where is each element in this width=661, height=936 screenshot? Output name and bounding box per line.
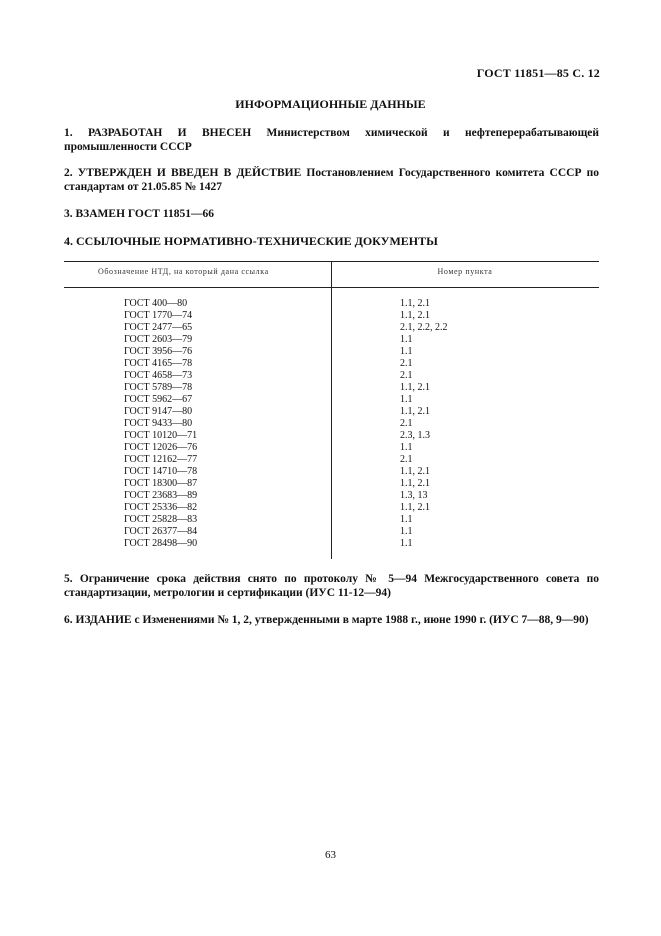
clause-number: 1.1 bbox=[400, 442, 413, 453]
clause-number: 1.1, 2.1 bbox=[400, 478, 430, 489]
item-6-text: ИЗДАНИЕ с Изменениями № 1, 2, утвержденными в марте 1988 г., июне 1990 г. (ИУС 7—88, 9—90) bbox=[75, 614, 589, 626]
table-row bbox=[64, 298, 599, 310]
clause-number: 1.1 bbox=[400, 526, 413, 537]
clause-number: 1.3, 13 bbox=[400, 490, 428, 501]
table-row bbox=[64, 514, 599, 526]
item-6 bbox=[64, 613, 599, 627]
item-2-number: 2. bbox=[64, 167, 73, 179]
item-4-number: 4. bbox=[64, 234, 73, 248]
table-row bbox=[64, 502, 599, 514]
document-designation: ГОСТ 12026—76 bbox=[124, 442, 198, 453]
clause-number: 2.1 bbox=[400, 370, 413, 381]
table-row bbox=[64, 382, 599, 394]
document-designation: ГОСТ 10120—71 bbox=[124, 430, 198, 441]
clause-number: 1.1, 2.1 bbox=[400, 502, 430, 513]
table-row bbox=[64, 310, 599, 322]
item-1-number: 1. bbox=[64, 127, 73, 139]
item-1-text: РАЗРАБОТАН И ВНЕСЕН Министерством химической и нефтеперерабатывающей промышленности СССР bbox=[64, 127, 600, 153]
document-designation: ГОСТ 2603—79 bbox=[124, 334, 193, 345]
clause-number: 1.1, 2.1 bbox=[400, 382, 430, 393]
table-row bbox=[64, 394, 599, 406]
clause-number: 2.1 bbox=[400, 358, 413, 369]
column-header-point: Номер пункта bbox=[437, 267, 493, 276]
item-3-number: 3. bbox=[64, 208, 73, 220]
page-number: 63 bbox=[325, 849, 336, 861]
document-designation: ГОСТ 9147—80 bbox=[124, 406, 193, 417]
table-row bbox=[64, 358, 599, 370]
item-6-number: 6. bbox=[64, 614, 73, 626]
document-designation: ГОСТ 26377—84 bbox=[124, 526, 198, 537]
table-row bbox=[64, 334, 599, 346]
document-designation: ГОСТ 28498—90 bbox=[124, 538, 198, 549]
document-designation: ГОСТ 25828—83 bbox=[124, 514, 198, 525]
column-header-document: Обозначение НТД, на который дана ссылка bbox=[98, 267, 269, 276]
table-body bbox=[64, 298, 599, 550]
clause-number: 1.1 bbox=[400, 334, 413, 345]
document-designation: ГОСТ 18300—87 bbox=[124, 478, 198, 489]
item-4 bbox=[64, 234, 599, 248]
item-1 bbox=[64, 126, 599, 154]
table-row bbox=[64, 346, 599, 358]
document-designation: ГОСТ 23683—89 bbox=[124, 490, 198, 501]
document-designation: ГОСТ 25336—82 bbox=[124, 502, 198, 513]
table-row bbox=[64, 322, 599, 334]
item-2 bbox=[64, 166, 599, 194]
table-row bbox=[64, 454, 599, 466]
table-row bbox=[64, 490, 599, 502]
document-designation: ГОСТ 12162—77 bbox=[124, 454, 198, 465]
table-row bbox=[64, 430, 599, 442]
table-row bbox=[64, 418, 599, 430]
clause-number: 2.1 bbox=[400, 454, 413, 465]
document-designation: ГОСТ 5789—78 bbox=[124, 382, 193, 393]
clause-number: 1.1 bbox=[400, 538, 413, 549]
clause-number: 1.1 bbox=[400, 394, 413, 405]
table-row bbox=[64, 526, 599, 538]
clause-number: 1.1 bbox=[400, 514, 413, 525]
clause-number: 1.1, 2.1 bbox=[400, 310, 430, 321]
item-5 bbox=[64, 572, 599, 600]
table-row bbox=[64, 442, 599, 454]
document-designation: ГОСТ 5962—67 bbox=[124, 394, 193, 405]
clause-number: 1.1 bbox=[400, 346, 413, 357]
item-5-number: 5. bbox=[64, 573, 73, 585]
section-title: ИНФОРМАЦИОННЫЕ ДАННЫЕ bbox=[235, 97, 426, 111]
table-row bbox=[64, 478, 599, 490]
document-designation: ГОСТ 2477—65 bbox=[124, 322, 193, 333]
document-designation: ГОСТ 400—80 bbox=[124, 298, 188, 309]
document-designation: ГОСТ 1770—74 bbox=[124, 310, 193, 321]
clause-number: 2.1 bbox=[400, 418, 413, 429]
clause-number: 1.1, 2.1 bbox=[400, 406, 430, 417]
table-row bbox=[64, 406, 599, 418]
document-designation: ГОСТ 9433—80 bbox=[124, 418, 193, 429]
document-designation: ГОСТ 4165—78 bbox=[124, 358, 193, 369]
table-row bbox=[64, 466, 599, 478]
clause-number: 1.1, 2.1 bbox=[400, 298, 430, 309]
item-3-text: ВЗАМЕН ГОСТ 11851—66 bbox=[75, 208, 214, 220]
item-4-text: ССЫЛОЧНЫЕ НОРМАТИВНО-ТЕХНИЧЕСКИЕ ДОКУМЕНТЫ bbox=[76, 234, 438, 248]
clause-number: 2.3, 1.3 bbox=[400, 430, 430, 441]
clause-number: 2.1, 2.2, 2.2 bbox=[400, 322, 448, 333]
item-3 bbox=[64, 207, 599, 221]
document-header-reference: ГОСТ 11851—85 С. 12 bbox=[476, 66, 600, 80]
document-designation: ГОСТ 4658—73 bbox=[124, 370, 193, 381]
document-designation: ГОСТ 14710—78 bbox=[124, 466, 198, 477]
document-designation: ГОСТ 3956—76 bbox=[124, 346, 193, 357]
item-5-text: Ограничение срока действия снято по протоколу № 5—94 Межгосударственного совета по стандартизации, метрологии и сертификации (ИУС 11-12—94) bbox=[64, 573, 600, 599]
clause-number: 1.1, 2.1 bbox=[400, 466, 430, 477]
item-2-text: УТВЕРЖДЕН И ВВЕДЕН В ДЕЙСТВИЕ Постановлением Государственного комитета СССР по стандартам от 21.05.85 № 1427 bbox=[64, 167, 599, 193]
table-row bbox=[64, 538, 599, 550]
table-row bbox=[64, 370, 599, 382]
